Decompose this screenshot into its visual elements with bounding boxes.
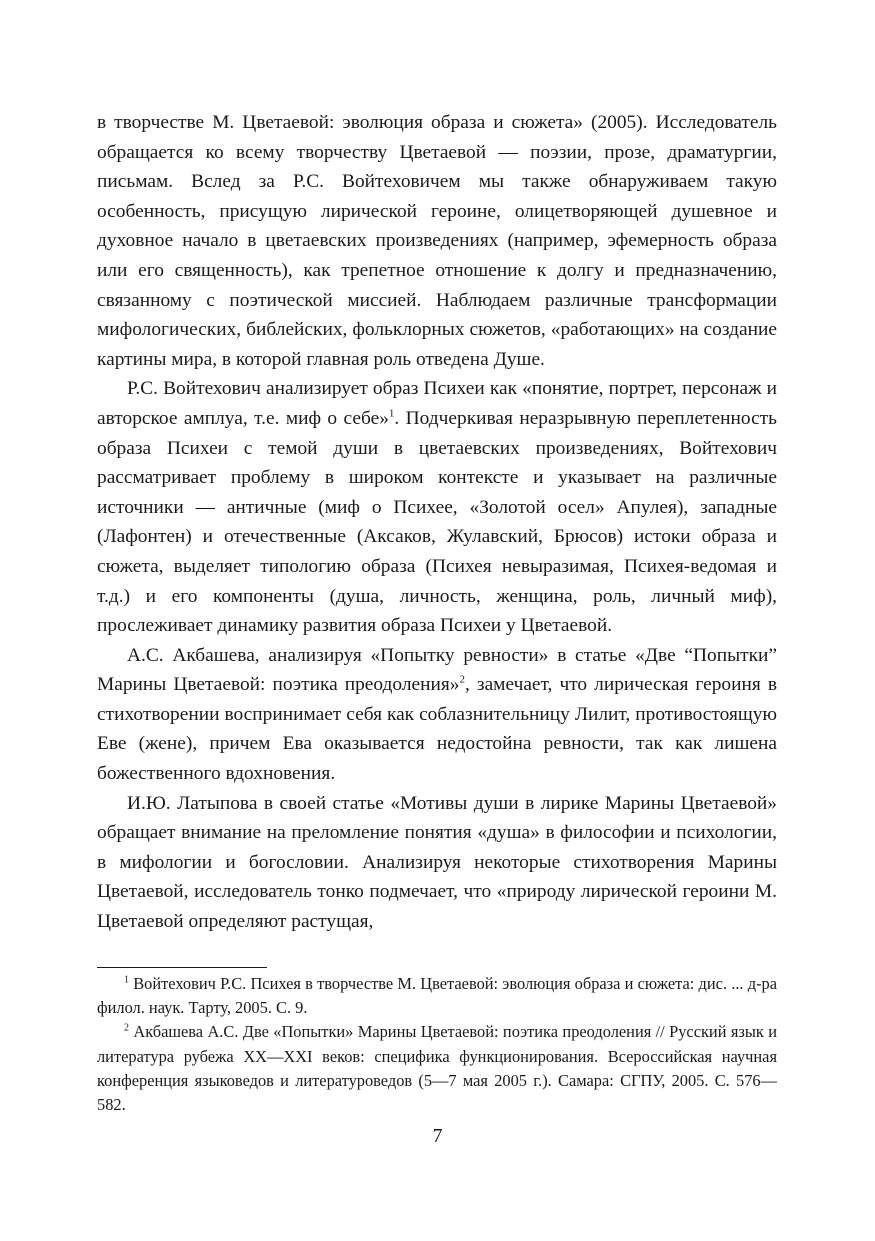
footnote-separator — [97, 967, 267, 968]
paragraph-4: И.Ю. Латыпова в своей статье «Мотивы души в лирике Марины Цветаевой» обращает внимание на преломление понятия «душа» в философии и психологии, в мифологии и богословии. Анализируя некоторые стихотворения Марины Цветаевой, исследователь тонко подмечает, что «природу лирической героини М. Цветаевой определяют растущая, — [97, 792, 777, 933]
footnote-2-text: Акбашева А.С. Две «Попытки» Марины Цветаевой: поэтика преодоления // Русский язык и литература рубежа XX—XXI веков: специфика функционирования. Всероссийская научная конференция языковедов и литературоведов (5—7 мая 2005 г.). Самара: СГПУ, 2005. С. 576—582. — [97, 1022, 777, 1115]
footnotes — [97, 972, 777, 1117]
page-number: 7 — [432, 1125, 443, 1147]
paragraph-2-text-before: Р.С. Войтехович анализирует образ Психеи как «понятие, портрет, персонаж и авторское амплуа, т.е. миф о себе» — [97, 378, 777, 429]
paragraph-2-text-after: . Подчеркивая неразрывную переплетенность образа Психеи с темой души в цветаевских произведениях, Войтехович рассматривает проблему в широком контексте и указывает на различные источники — античные (миф о Психее, «Золотой осел» Апулея), западные (Лафонтен) и отечественные (Аксаков, Жулавский, Брюсов) истоки образа и сюжета, выделяет типологию образа (Психея невыразимая, Психея-ведомая и т.д.) и его компоненты (душа, личность, женщина, роль, личный миф), прослеживает динамику развития образа Психеи у Цветаевой. — [97, 407, 777, 637]
footnote-2-number: 2 — [124, 1022, 129, 1034]
footnote-1-number: 1 — [124, 974, 129, 986]
footnote-1-text: Войтехович Р.С. Психея в творчестве М. Цветаевой: эволюция образа и сюжета: дис. ... д-ра филол. наук. Тарту, 2005. С. 9. — [97, 974, 777, 1018]
footnote-1 — [97, 972, 777, 1020]
footnote-ref-1[interactable]: 1 — [388, 407, 395, 420]
main-text — [97, 108, 777, 937]
paragraph-3-text-after: , замечает, что лирическая героиня в стихотворении воспринимает себя как соблазнительницу Лилит, противостоящую Еве (жене), причем Ева оказывается недостойна ревности, так как лишена божественного вдохновения. — [97, 674, 777, 785]
paragraph-1: в творчестве М. Цветаевой: эволюция образа и сюжета» (2005). Исследователь обращается ко всему творчеству Цветаевой — поэзии, прозе, драматургии, письмам. Вслед за Р.С. Войтеховичем мы также обнаруживаем такую особенность, присущую лирической героине, олицетворяющей душевное и духовное начало в цветаевских произведениях (например, эфемерность образа или его священность), как трепетное отношение к долгу и предназначению, связанному с поэтической миссией. Наблюдаем различные трансформации мифологических, библейских, фольклорных сюжетов, «работающих» на создание картины мира, в которой главная роль отведена Душе. — [97, 112, 777, 370]
paragraph-3 — [97, 641, 777, 789]
footnote-ref-2[interactable]: 2 — [459, 673, 466, 686]
paragraph-2 — [97, 374, 777, 640]
footnote-2 — [97, 1020, 777, 1117]
paragraph-3-text-before: А.С. Акбашева, анализируя «Попытку ревности» в статье «Две “Попытки” Марины Цветаевой: поэтика преодоления» — [97, 644, 777, 696]
